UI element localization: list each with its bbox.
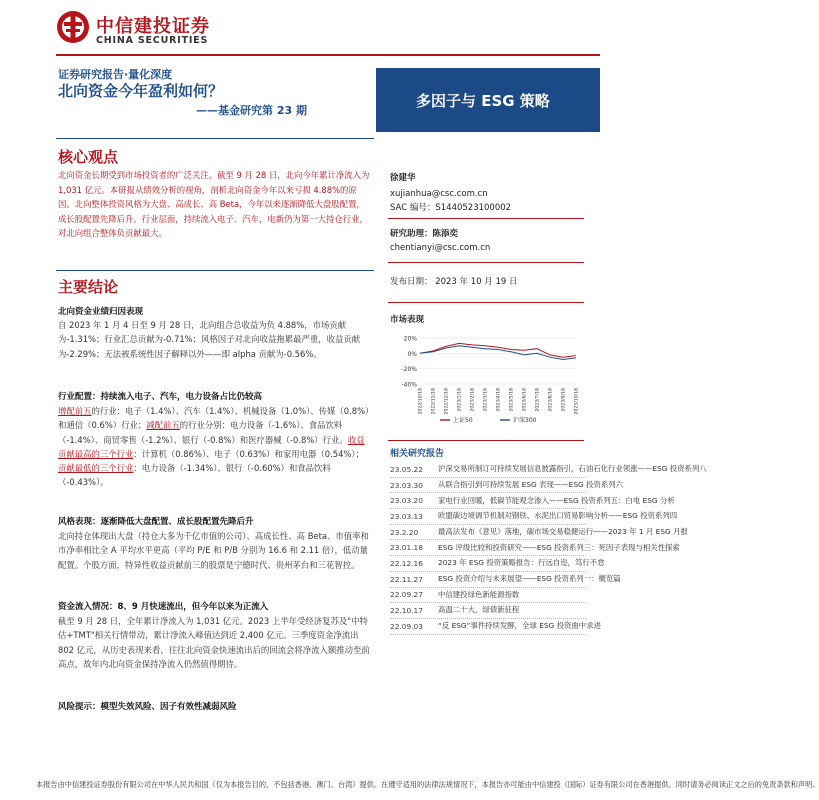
- related-research-date: 22.11.27: [390, 574, 423, 584]
- industry-allocation-heading: 行业配置：持续流入电子、汽车，电力设备占比仍较高: [58, 392, 263, 402]
- report-type: 证券研究报告·量化深度: [58, 68, 173, 81]
- related-research-date: 23.01.18: [390, 543, 423, 553]
- performance-attribution-text: 自 2023 年 1 月 4 日至 9 月 28 日，北向组合总收益为负 4.88%，市场贡献为-1.31%；行业汇总贡献为-0.71%；风格因子对北向收益拖累最严重，收益贡献为-2.29%；无法被系统性因子解释以外——即 alpha 贡献为-0.56%。: [58, 320, 361, 359]
- style-text: 北向持仓体现出大盘（持仓大多为千亿市值的公司）、高成长性、高 Beta、市值率和市净率相比全 A 平均水平更高（平均 P/E 和 P/B 分别为 16.6 和 2.11 倍），低动量配置。个股方面，特异性收益贡献前三的股票是宁德时代、贵州茅台和三花智控。: [58, 531, 369, 570]
- x-tick-label: 2023/10/18: [574, 388, 580, 415]
- related-research-title: 欧盟碳边境调节机制对钢铁、水泥出口贸易影响分析——ESG 投资系列四: [438, 511, 678, 521]
- top-decrease-label: 减配前五: [146, 420, 180, 431]
- lowest-contribution-label: 贡献最低的三个行业: [58, 463, 134, 474]
- y-tick-label: -40%: [401, 381, 417, 389]
- related-research-date: 22.12.16: [390, 558, 423, 568]
- x-tick-label: 2023/7/18: [535, 388, 541, 412]
- assistant-email[interactable]: chentianyi@csc.com.cn: [390, 243, 491, 253]
- related-research-title: 从联合指引到可持续发展 ESG 表现——ESG 投资系列六: [438, 479, 624, 489]
- assistant-name: 研究助理：陈添奕: [390, 229, 459, 239]
- market-performance-chart: [390, 332, 582, 426]
- y-tick-label: -20%: [401, 366, 417, 374]
- divider: [388, 218, 584, 219]
- related-research-item[interactable]: [390, 572, 621, 588]
- related-research-date: 23.2.20: [390, 527, 419, 537]
- related-research-date: 22.10.17: [390, 606, 423, 616]
- market-chart-title: 市场表现: [390, 315, 425, 325]
- related-research-date: 23.03.13: [390, 511, 423, 521]
- related-research-title: 最高法发布《意见》落地，碳市场交易稳健运行——2023 年 1 月 ESG 月报: [438, 526, 688, 536]
- analyst-name: 徐建华: [390, 173, 416, 183]
- x-tick-label: 2022/12/18: [444, 388, 450, 415]
- related-research-title: ESG 投资介绍与未来展望——ESG 投资系列一：概览篇: [438, 574, 621, 584]
- related-research-title: 沪深交易所制订可持续发展信息披露指引，石油石化行业领涨——ESG 投资系列八: [438, 464, 707, 474]
- performance-attribution-heading: 北向资金业绩归因表现: [58, 307, 144, 317]
- core-view-text: 北向资金长期受到市场投资者的广泛关注。截至 9 月 28 日，北向今年累计净流入为 1,031 亿元。本研报从绩效分析的视角，剖析北向资金今年以来亏损 4.88%的原因。北向整体投资风格为大盘、高成长、高 Beta，今年以来逐渐降低大盘股配置，成长股配置先降后升。行业层面，持续流入电子、汽车，电新仍为第一大持仓行业，对北向组合整体负贡献最大。: [58, 170, 370, 238]
- analyst-email[interactable]: xujianhua@csc.com.cn: [390, 189, 488, 199]
- related-research-item[interactable]: [390, 478, 624, 494]
- related-research-date: 23.03.30: [390, 480, 423, 490]
- risk-warning: 风险提示：模型失效风险、因子有效性减弱风险: [58, 702, 237, 712]
- x-tick-label: 2023/1/18: [457, 388, 463, 412]
- related-research-item[interactable]: [390, 493, 675, 509]
- publish-date: 发布日期： 2023 年 10 月 19 日: [390, 277, 518, 287]
- related-research-date: 23.03.20: [390, 496, 423, 506]
- strategy-banner: 多因子与 ESG 策略: [376, 68, 600, 132]
- x-tick-label: 2022/11/18: [431, 388, 437, 415]
- related-research-date: 22.09.27: [390, 590, 423, 600]
- x-tick-label: 2023/8/18: [548, 388, 554, 412]
- y-tick-label: 20%: [403, 335, 417, 343]
- report-subtitle: ——基金研究第 23 期: [196, 104, 307, 117]
- legend-label: 上证50: [453, 417, 473, 424]
- related-research-title: 家电行业回暖，低碳节能观念渗入——ESG 投资系列五：白电 ESG 分析: [438, 495, 675, 505]
- analyst-sac: SAC 编号：S1440523100002: [390, 203, 512, 213]
- divider: [388, 302, 584, 303]
- related-research-date: 22.09.03: [390, 621, 423, 631]
- top-increase-label: 增配前五: [58, 406, 92, 416]
- related-research-date: 23.05.22: [390, 464, 423, 474]
- core-view-heading: 核心观点: [58, 148, 119, 166]
- x-tick-label: 2023/5/18: [509, 388, 515, 412]
- main-conclusion-heading: 主要结论: [58, 278, 119, 296]
- x-tick-label: 2023/6/18: [522, 388, 528, 412]
- legend-label: 沪深300: [513, 417, 537, 424]
- related-research-item[interactable]: [390, 603, 586, 619]
- related-research-item[interactable]: [390, 540, 680, 556]
- related-research-title: “反 ESG”事件持续发酵，全球 ESG 投资曲中求进: [438, 621, 601, 631]
- x-tick-label: 2023/2/18: [470, 388, 476, 412]
- related-research-title: 2023 年 ESG 投资策略报告：行远自迩，笃行不怠: [438, 558, 605, 568]
- divider: [388, 440, 584, 441]
- top-contribution-label: 收益贡献最高的三个行业: [58, 434, 365, 459]
- logo-text-cn: 中信建投证券: [96, 16, 210, 37]
- style-heading: 风格表现：逐渐降低大盘配置、成长股配置先降后升: [58, 517, 254, 527]
- related-research-title: ESG 评级比较和投资研究——ESG 投资系列三：死因子表现与相关性探索: [438, 542, 680, 552]
- related-research-item[interactable]: [390, 509, 678, 525]
- related-research-item[interactable]: [390, 462, 707, 478]
- related-research-item[interactable]: [390, 588, 586, 604]
- y-tick-label: 0%: [407, 350, 417, 358]
- fund-flow-heading: 资金流入情况：8、9 月快速流出，但今年以来为正流入: [58, 602, 269, 612]
- x-tick-label: 2022/10/18: [418, 388, 424, 415]
- series-line: [420, 343, 576, 357]
- header-rule: [56, 54, 600, 56]
- divider: [56, 270, 374, 271]
- report-title: 北向资金今年盈利如何？: [58, 82, 224, 100]
- disclaimer: 本报告由中信建投证券股份有限公司在中华人民共和国（仅为本报告目的，不包括香港、澳门、台湾）提供。在遵守适用的法律法规情况下，本报告亦可能由中信建投（国际）证券有限公司在香港提供。同时请务必阅读正文之后的免责条款和声明。: [36, 780, 819, 789]
- divider: [56, 138, 374, 139]
- fund-flow-text: 截至 9 月 28 日，全年累计净流入为 1,031 亿元。2023 上半年受经济复苏及"中特估+TMT"相关行情带动，累计净流入峰值达到近 2,400 亿元。三季度资金净流出 802 亿元，从历史表现来看，往往北向资金快速流出后的回流会将净流入额推动至前高点，故年内北向资金保持净流入仍然值得期待。: [58, 616, 370, 669]
- logo-text-en: CHINA SECURITIES: [96, 35, 209, 46]
- csc-logo-icon: [56, 10, 90, 44]
- divider: [388, 262, 584, 263]
- company-logo: [56, 8, 236, 52]
- x-tick-label: 2023/3/18: [483, 388, 489, 412]
- related-research-heading: 相关研究报告: [390, 449, 445, 459]
- related-research-item[interactable]: [390, 556, 605, 572]
- related-research-item[interactable]: [390, 525, 688, 541]
- industry-allocation-text: 增配前五的行业：电子（1.4%）、汽车（1.4%）、机械设备（1.0%）、传媒（0.8%）和通信（0.6%）行业；减配前五的行业分别：电力设备（-1.6%）、食品饮料（-1.4%）、商贸零售（-1.2%）、银行（-0.8%）和医疗器械（-0.8%）行业。收益贡献最高的三个行业：计算机（0.86%）、电子（0.63%）和家用电器（0.54%）；贡献最低的三个行业：电力设备（-1.34%）、银行（-0.60%）和食品饮料（-0.43%）。: [58, 406, 370, 488]
- related-research-title: 高温二十大，绿债新征程: [438, 605, 520, 615]
- related-research-title: 中信建投绿色新能源指数: [438, 589, 520, 599]
- related-research-list: [390, 462, 707, 635]
- related-research-item[interactable]: [390, 619, 601, 635]
- x-tick-label: 2023/9/18: [561, 388, 567, 412]
- x-tick-label: 2023/4/18: [496, 388, 502, 412]
